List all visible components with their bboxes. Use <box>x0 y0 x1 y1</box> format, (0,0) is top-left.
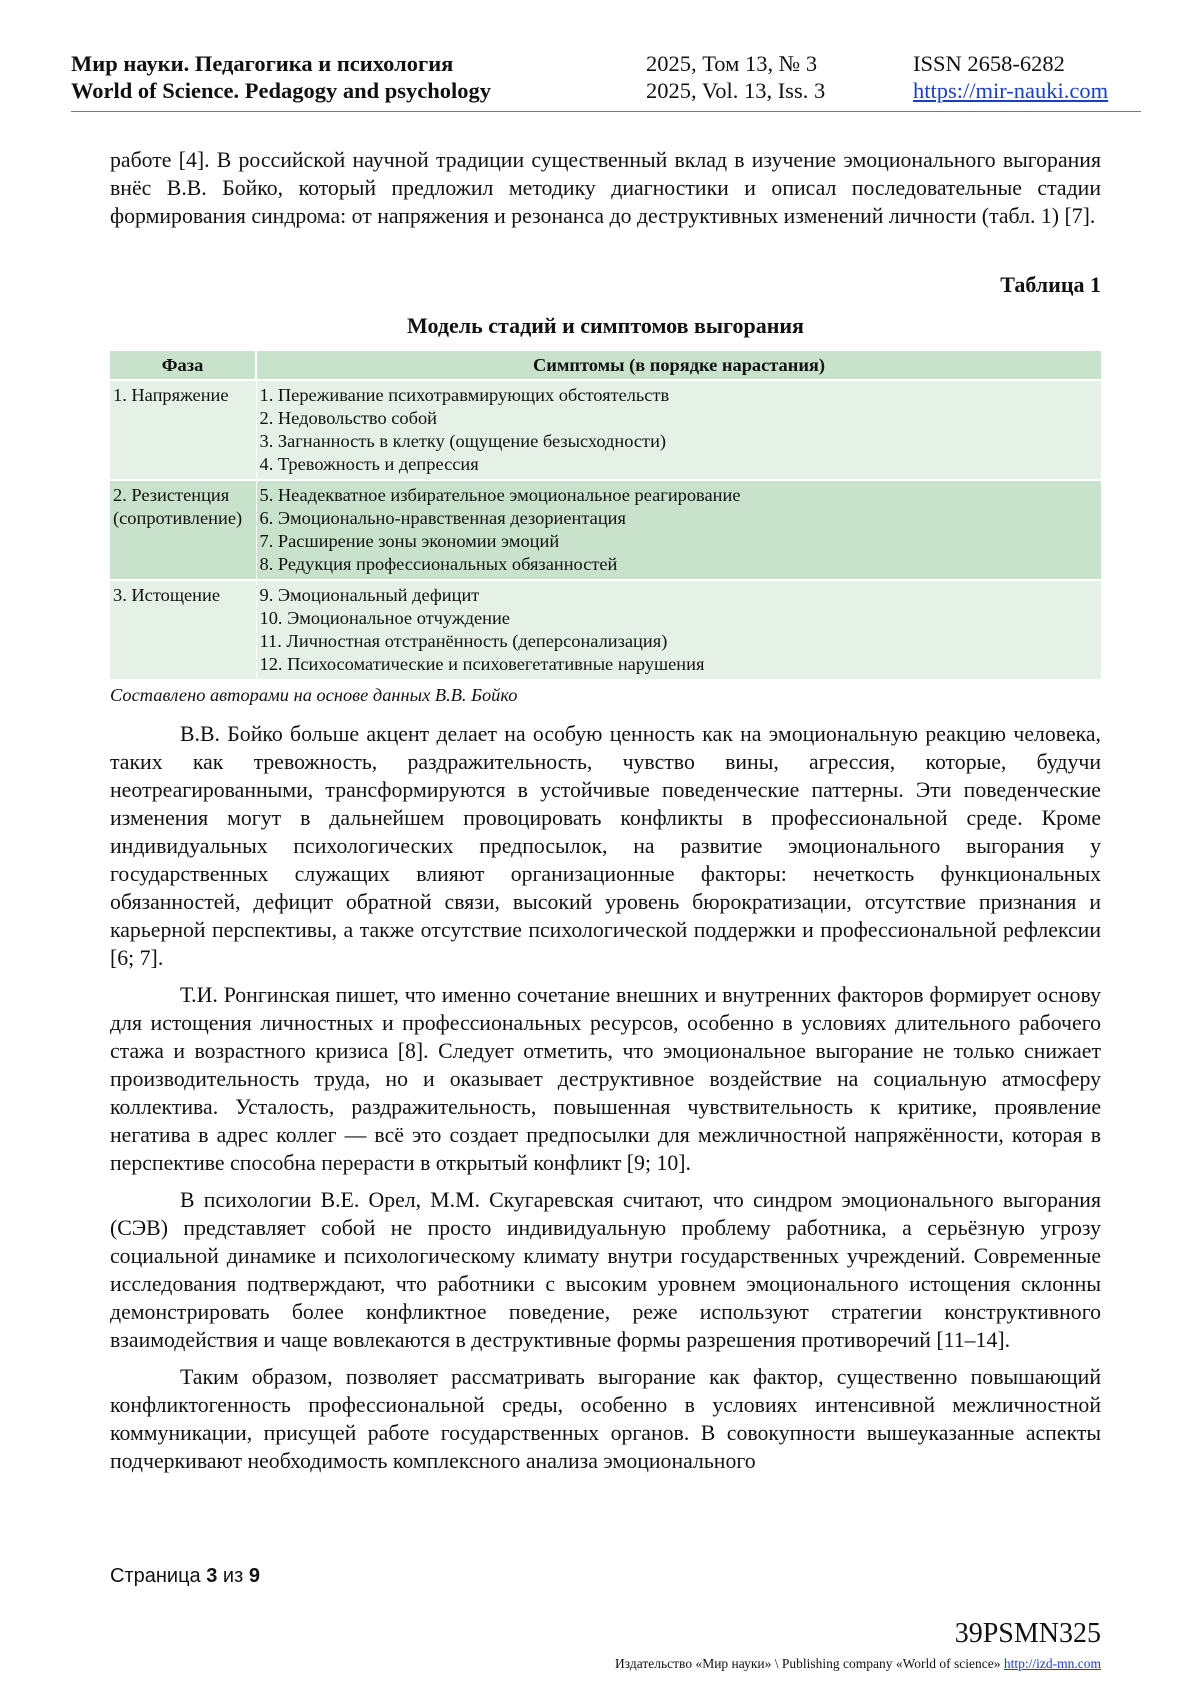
journal-title-ru: Мир науки. Педагогика и психология <box>71 51 454 76</box>
page-of: из <box>222 1565 244 1587</box>
body-paragraph-2: Т.И. Ронгинская пишет, что именно сочетание внешних и внутренних факторов формирует основу для истощения личностных и профессиональных ресурсов, особенно в условиях длительного рабочего стажа и возрастного кризиса [8]. Следует отметить, что эмоциональное выгорание не только снижает производительность труда, но и оказывает деструктивное воздействие на социальную атмосферу коллектива. Усталость, раздражительность, повышенная чувствительность к критике, проявление негатива в адрес коллег — всё это создает предпосылки для межличностной напряжённости, которая в перспективе способна перерасти в открытый конфликт [9; 10]. <box>110 983 1101 1175</box>
phase-cell <box>110 480 256 580</box>
symptom-item: 5. Неадекватное избирательное эмоциональное реагирование <box>259 485 741 505</box>
symptom-item: 12. Психосоматические и психовегетативные нарушения <box>259 654 705 674</box>
body-text-block <box>110 720 1101 1475</box>
symptoms-cell <box>256 480 1101 580</box>
phase-label: 1. Напряжение <box>113 385 229 405</box>
page-label: Страница <box>110 1565 201 1587</box>
publisher-name: Издательство «Мир науки» \ Publishing company «World of science» <box>615 1656 1001 1671</box>
journal-title-block <box>71 50 491 104</box>
journal-url-link[interactable]: https://mir-nauki.com <box>913 78 1109 103</box>
volume-ru: 2025, Том 13, № 3 <box>646 51 818 76</box>
table-row <box>110 480 1101 580</box>
article-code: 39PSMN325 <box>954 1618 1101 1649</box>
symptom-item: 3. Загнанность в клетку (ощущение безысходности) <box>259 431 667 451</box>
table-row <box>110 380 1101 480</box>
phase-label: 2. Резистенция <box>113 485 230 505</box>
symptom-item: 11. Личностная отстранённость (деперсонализация) <box>259 631 668 651</box>
symptom-item: 1. Переживание психотравмирующих обстоятельств <box>259 385 670 405</box>
body-paragraph-1: В.В. Бойко больше акцент делает на особую ценность как на эмоциональную реакцию человека, таких как тревожность, раздражительность, чувство вины, агрессия, которые, будучи неотреагированными, трансформируются в устойчивые поведенческие паттерны. Эти поведенческие изменения могут в дальнейшем провоцировать конфликты в профессиональной среде. Кроме индивидуальных психологических предпосылок, на развитие эмоционального выгорания у государственных служащих влияют организационные факторы: нечеткость функциональных обязанностей, дефицит обратной связи, высокий уровень бюрократизации, отсутствие признания и карьерной перспективы, а также отсутствие психологической поддержки и профессиональной рефлексии [6; 7]. <box>110 722 1101 970</box>
page-counter <box>110 1565 260 1588</box>
symptom-item: 6. Эмоционально-нравственная дезориентация <box>259 508 626 528</box>
table-header-row <box>110 351 1101 380</box>
table-source-note: Составлено авторами на основе данных В.В. Бойко <box>110 685 518 705</box>
publisher-line <box>615 1656 1101 1672</box>
issn: ISSN 2658-6282 <box>913 51 1065 76</box>
symptom-item: 9. Эмоциональный дефицит <box>259 585 480 605</box>
page-total: 9 <box>248 1565 260 1587</box>
publisher-url-link[interactable]: http://izd-mn.com <box>1003 1656 1101 1671</box>
body-paragraph-3: В психологии В.Е. Орел, М.М. Скугаревская считают, что синдром эмоционального выгорания (СЭВ) представляет собой не просто индивидуальную проблему работника, а серьёзную угрозу социальной динамике и психологическому климату внутри государственных учреждений. Современные исследования подтверждают, что работники с высоким уровнем эмоционального истощения склонны демонстрировать более конфликтное поведение, реже используют стратегии конструктивного взаимодействия и чаще вовлекаются в деструктивные формы разрешения противоречий [11–14]. <box>110 1188 1101 1352</box>
symptom-item: 4. Тревожность и депрессия <box>259 454 479 474</box>
volume-block <box>646 50 825 104</box>
symptom-item: 8. Редукция профессиональных обязанностей <box>259 554 618 574</box>
header-divider <box>71 111 1141 112</box>
phase-cell <box>110 380 256 480</box>
running-header <box>71 50 1141 112</box>
table-title: Модель стадий и симптомов выгорания <box>407 313 804 338</box>
intro-text-block <box>110 146 1101 230</box>
column-header-symptoms: Симптомы (в порядке нарастания) <box>256 351 1101 380</box>
symptom-item: 10. Эмоциональное отчуждение <box>259 608 510 628</box>
phase-cell <box>110 580 256 679</box>
volume-en: 2025, Vol. 13, Iss. 3 <box>646 78 826 103</box>
column-header-phase: Фаза <box>110 351 256 380</box>
page-current: 3 <box>206 1565 218 1587</box>
symptom-item: 2. Недовольство собой <box>259 408 438 428</box>
journal-title-en: World of Science. Pedagogy and psychology <box>71 78 492 103</box>
table-row <box>110 580 1101 679</box>
phase-label: 3. Истощение <box>113 585 220 605</box>
symptoms-cell <box>256 580 1101 679</box>
burnout-stages-table <box>110 351 1101 679</box>
issn-block <box>913 50 1108 104</box>
body-paragraph-4: Таким образом, позволяет рассматривать выгорание как фактор, существенно повышающий конфликтогенность профессиональной среды, особенно в условиях интенсивной межличностной коммуникации, присущей работе государственных органов. В совокупности вышеуказанные аспекты подчеркивают необходимость комплексного анализа эмоционального <box>110 1365 1101 1473</box>
symptoms-cell <box>256 380 1101 480</box>
phase-label-note: (сопротивление) <box>113 508 243 528</box>
intro-paragraph: работе [4]. В российской научной традиции существенный вклад в изучение эмоционального выгорания внёс В.В. Бойко, который предложил методику диагностики и описал последовательные стадии формирования синдрома: от напряжения и резонанса до деструктивных изменений личности (табл. 1) [7]. <box>110 148 1101 228</box>
table-number: Таблица 1 <box>1000 272 1101 297</box>
symptom-item: 7. Расширение зоны экономии эмоций <box>259 531 560 551</box>
